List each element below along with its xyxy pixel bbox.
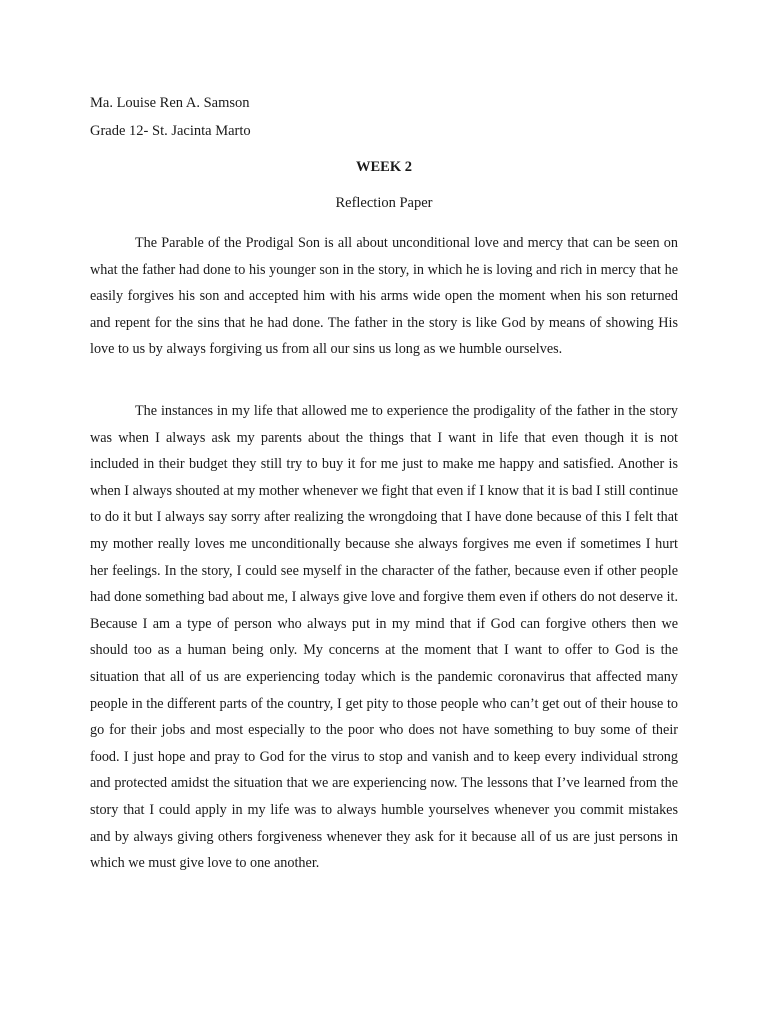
paper-subtitle: Reflection Paper [335,195,433,211]
grade-section: Grade 12- St. Jacinta Marto [90,123,251,139]
body-paragraph-1: The Parable of the Prodigal Son is all about unconditional love and mercy that can be seen on what the father had done to his younger son in the story, in which he is loving and rich in mercy that he easily forgives his son and accepted him with his arms wide open the moment when his son returned and repent for the sins that he had done. The father in the story is like God by means of showing His love to us by always forgiving us from all our sins us long as we humble ourselves. [90,235,678,358]
week-heading: WEEK 2 [356,159,412,175]
body-paragraph-2: The instances in my life that allowed me to experience the prodigality of the father in the story was when I always ask my parents about the things that I want in life that even though it is not included in their budget they still try to buy it for me just to make me happy and satisfied. Another is when I always shouted at my mother whenever we fight that even if I know that it is bad I still continue to do it but I always say sorry after realizing the wrongdoing that I have done because of this I felt that my mother really loves me unconditionally because she always forgives me even if sometimes I hurt her feelings. In the story, I could see myself in the character of the father, because even if other people had done something bad about me, I always give love and forgive them even if others do not deserve it. Because I am a type of person who always put in my mind that if God can forgive others then we should too as a human being only. My concerns at the moment that I want to offer to God is the situation that all of us are experiencing today which is the pandemic coronavirus that affected many people in the different parts of the country, I get pity to those people who can’t get out of their house to go for their jobs and most especially to the poor who does not have something to buy some of their food. I just hope and pray to God for the virus to stop and vanish and to keep every individual strong and protected amidst the situation that we are experiencing now. The lessons that I’ve learned from the story that I could apply in my life was to always humble yourselves whenever you commit mistakes and by always giving others forgiveness whenever they ask for it because all of us are just persons in which we must give love to one another. [90,403,678,872]
author-name: Ma. Louise Ren A. Samson [90,95,250,111]
